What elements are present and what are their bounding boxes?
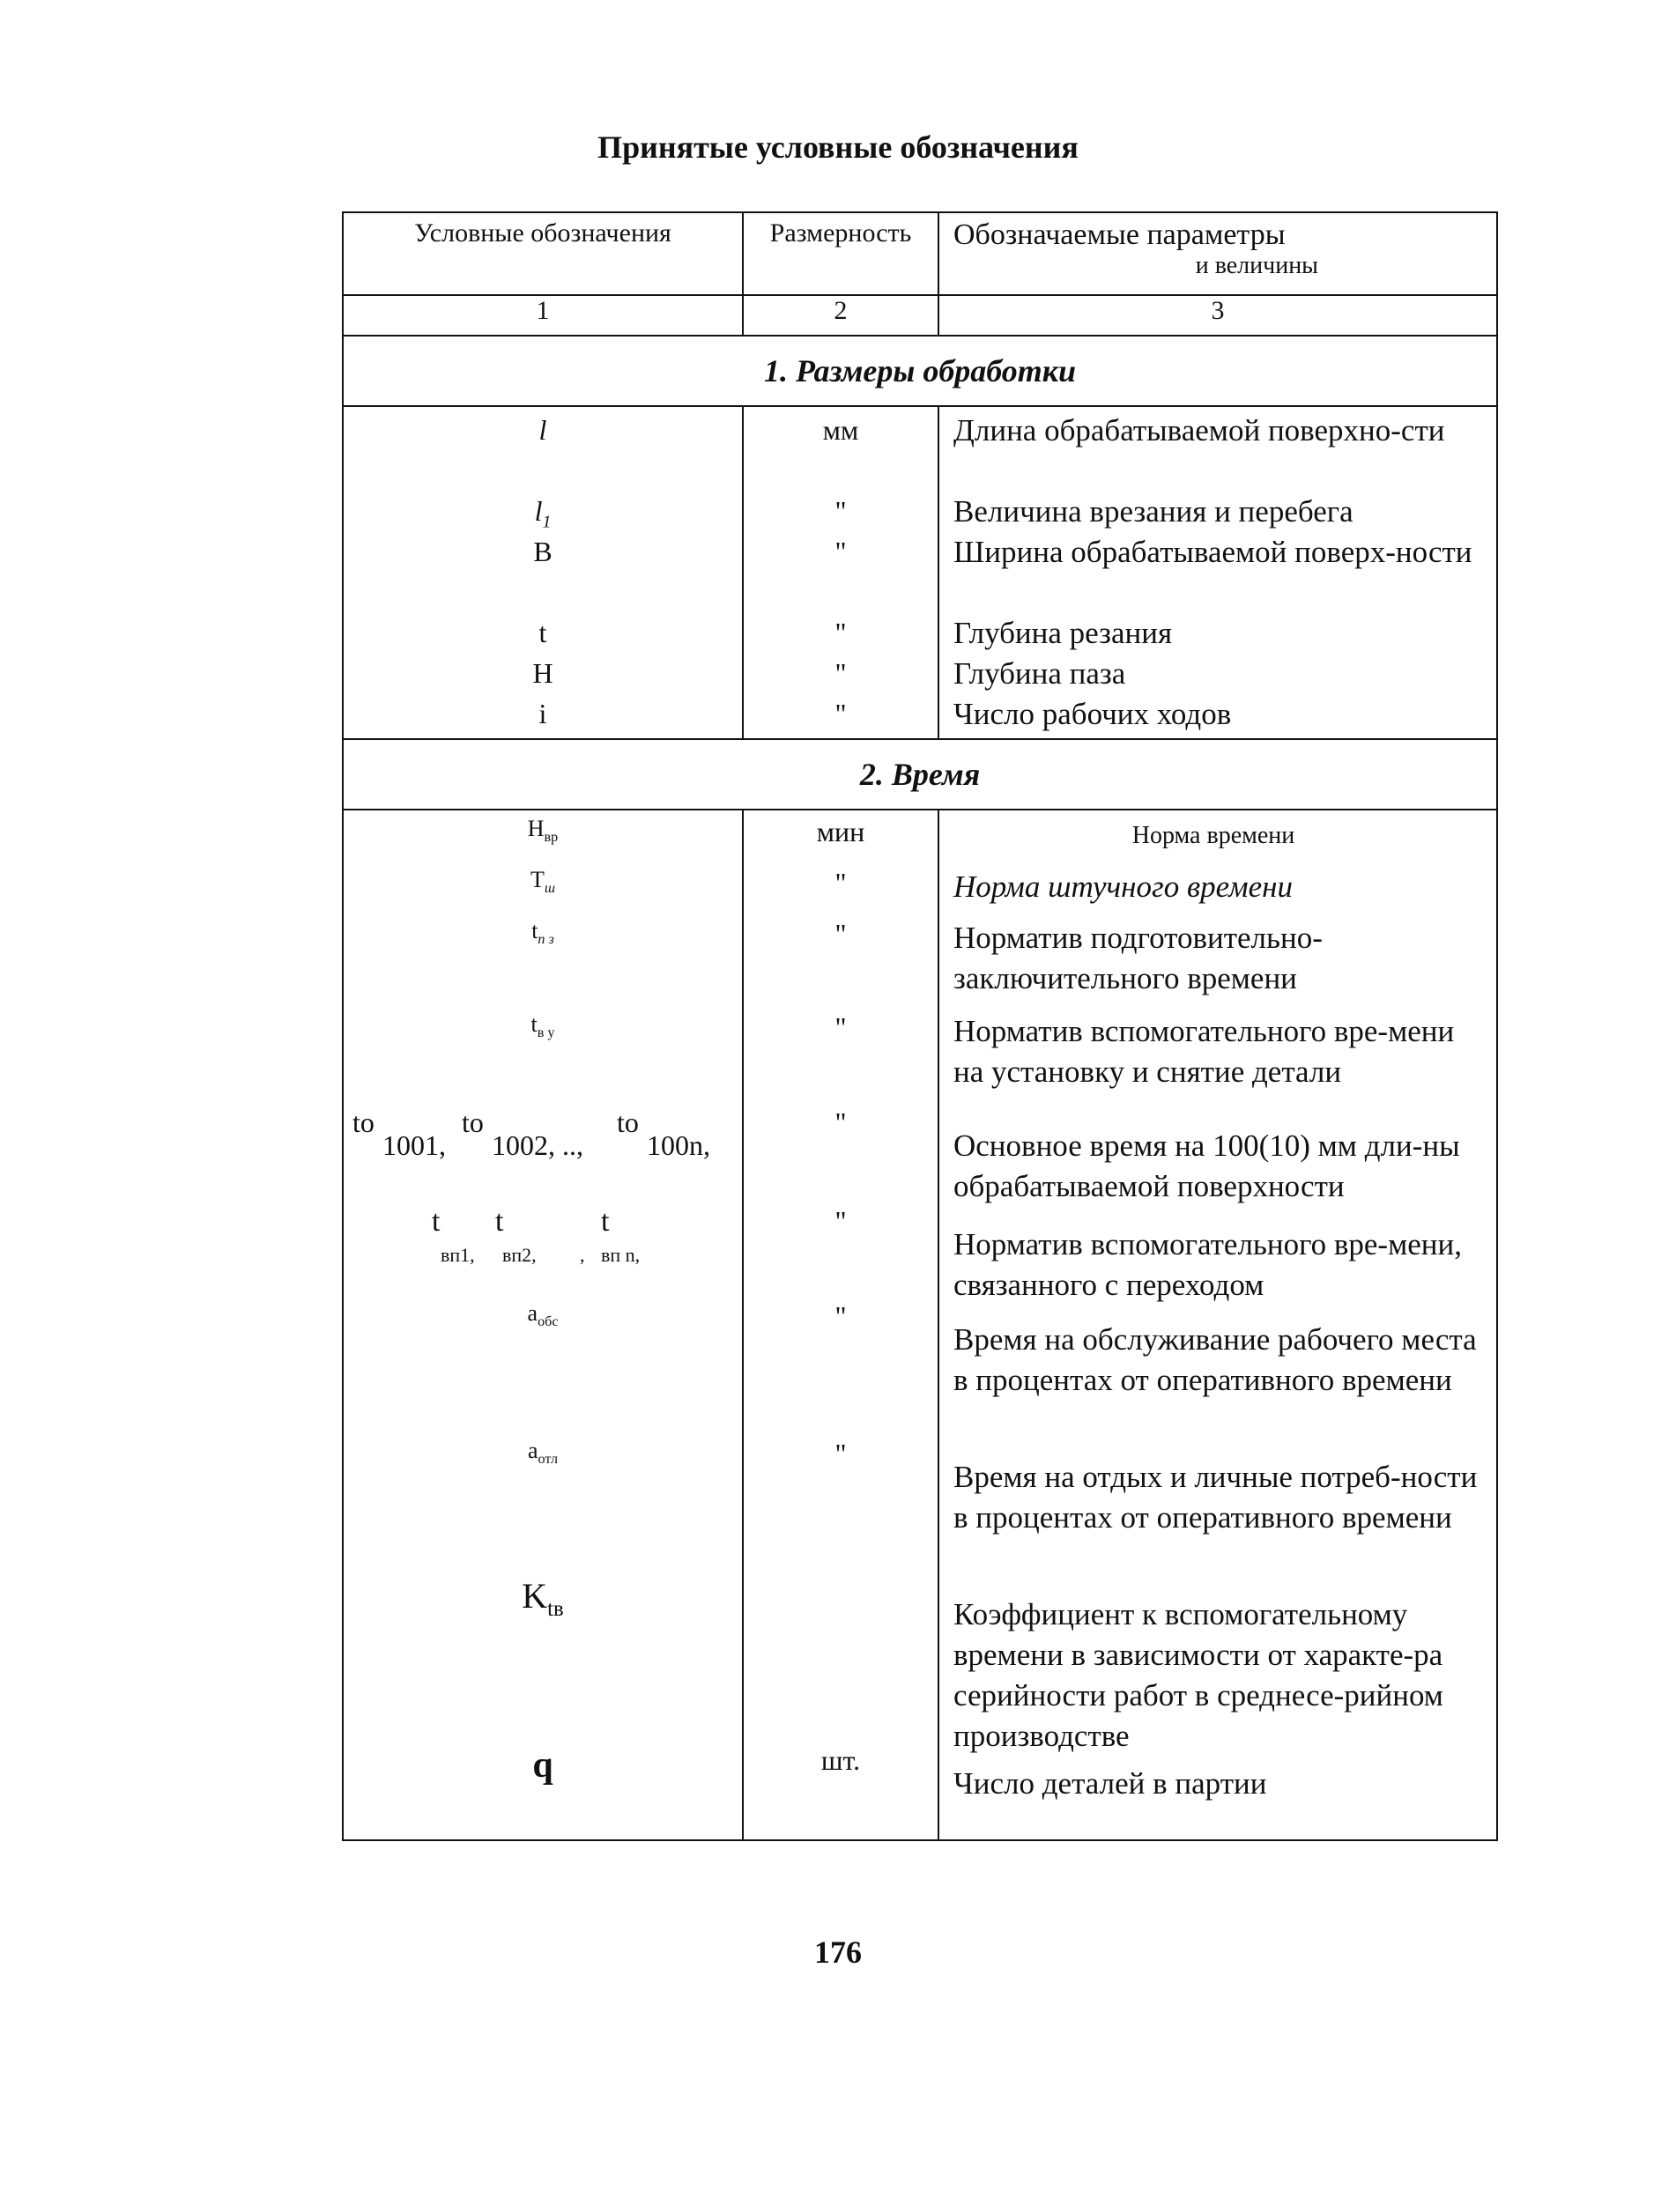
desc-aux-time-install: Норматив вспомогательного вре-мени на установку и снятие детали bbox=[953, 1014, 1455, 1089]
desc-cut-depth: Глубина резания bbox=[953, 616, 1173, 650]
unit-ditto: " bbox=[834, 698, 847, 729]
desc-time-norm: Норма времени bbox=[1131, 822, 1295, 849]
section1-descriptions bbox=[938, 406, 1497, 739]
desc-passes-count: Число рабочих ходов bbox=[953, 697, 1232, 731]
unit-ditto: " bbox=[834, 1205, 847, 1237]
page-title: Принятые условные обозначения bbox=[597, 129, 1079, 165]
unit-ditto: " bbox=[834, 1106, 847, 1138]
unit-ditto: " bbox=[834, 617, 847, 648]
desc-batch-size: Число деталей в партии bbox=[953, 1766, 1267, 1801]
symbol-a-otl: $a_{отл}$ bbox=[527, 1438, 559, 1468]
header-col1: Условные обозначения bbox=[343, 212, 743, 295]
header-col3-line1: Обозначаемые параметры bbox=[953, 218, 1286, 251]
section1-symbols bbox=[343, 406, 743, 739]
section2-heading-row bbox=[343, 739, 1497, 810]
header-row bbox=[343, 212, 1497, 295]
header-col3-line2: и величины bbox=[1195, 252, 1318, 279]
unit-ditto: " bbox=[834, 495, 847, 527]
symbol-h: H bbox=[532, 657, 553, 689]
symbol-hvr: $H_{вр}$ bbox=[527, 816, 559, 846]
section1-body bbox=[343, 406, 1497, 739]
symbol-a-obs: $a_{обс}$ bbox=[527, 1300, 559, 1330]
column-number-2: 2 bbox=[743, 295, 938, 336]
column-number-3: 3 bbox=[938, 295, 1497, 336]
desc-aux-coefficient: Коэффициент к вспомогательному времени в зависимости от характе-ра серийности работ в среднесе-рийном производстве bbox=[953, 1597, 1443, 1753]
desc-main-time: Основное время на 100(10) мм дли-ны обрабатываемой поверхности bbox=[953, 1128, 1460, 1203]
unit-ditto: " bbox=[834, 1300, 847, 1332]
section2-symbols bbox=[343, 810, 743, 1840]
desc-rest-time: Время на отдых и личные потреб-ности в процентах от оперативного времени bbox=[953, 1460, 1478, 1535]
section1-units bbox=[743, 406, 938, 739]
symbol-t-vp: t t t вп1, вп2, , вп n, bbox=[432, 1205, 641, 1266]
symbol-tsh: $T_ш$ bbox=[530, 867, 556, 897]
symbol-to-100: to 1001, to 1002, .., to 100n, bbox=[352, 1106, 710, 1161]
desc-service-time: Время на обслуживание рабочего места в процентах от оперативного времени bbox=[953, 1322, 1477, 1397]
column-number-1: 1 bbox=[343, 295, 743, 336]
section2-body bbox=[343, 810, 1497, 1840]
desc-plunge-overrun: Величина врезания и перебега bbox=[953, 494, 1353, 529]
column-numbers-row bbox=[343, 295, 1497, 336]
unit-ditto: " bbox=[834, 657, 847, 689]
symbol-b: B bbox=[533, 536, 552, 567]
symbol-tpz: $t_{п з}$ bbox=[531, 918, 554, 948]
symbol-l1: $l_1$ bbox=[534, 495, 552, 532]
unit-pcs: шт. bbox=[820, 1744, 861, 1776]
desc-aux-time-transition: Норматив вспомогательного вре-мени, связанного с переходом bbox=[953, 1227, 1462, 1302]
unit-ditto: " bbox=[834, 918, 847, 950]
section2-units bbox=[743, 810, 938, 1840]
symbol-k-tv: $K_{tв}$ bbox=[522, 1576, 564, 1621]
legend-table bbox=[342, 211, 1498, 1841]
header-col2: Размерность bbox=[743, 212, 938, 295]
section2-title: 2. Время bbox=[343, 739, 1497, 810]
symbol-t: t bbox=[538, 617, 547, 648]
section2-descriptions bbox=[938, 810, 1497, 1840]
symbol-tvu: $t_{в у}$ bbox=[530, 1011, 555, 1041]
symbol-i: i bbox=[538, 698, 547, 729]
unit-ditto: " bbox=[834, 867, 847, 899]
section1-heading-row bbox=[343, 336, 1497, 406]
desc-setup-time: Норматив подготовительно-заключительного времени bbox=[953, 921, 1323, 995]
section1-title: 1. Размеры обработки bbox=[343, 336, 1497, 406]
symbol-q: q bbox=[532, 1745, 553, 1786]
desc-piece-time-norm: Норма штучного времени bbox=[953, 869, 1294, 904]
desc-slot-depth: Глубина паза bbox=[953, 656, 1126, 691]
header-col3 bbox=[938, 212, 1497, 295]
unit-ditto: " bbox=[834, 1438, 847, 1469]
page-number: 176 bbox=[814, 1935, 862, 1970]
unit-min: мин bbox=[816, 816, 865, 847]
desc-surface-length: Длина обрабатываемой поверхно-сти bbox=[953, 413, 1445, 448]
unit-ditto: " bbox=[834, 1011, 847, 1043]
unit-empty bbox=[744, 1575, 938, 1744]
unit-ditto: " bbox=[834, 536, 847, 567]
unit-mm: мм bbox=[822, 414, 859, 446]
symbol-l: l bbox=[538, 414, 547, 446]
desc-surface-width: Ширина обрабатываемой поверх-ности bbox=[953, 535, 1472, 569]
